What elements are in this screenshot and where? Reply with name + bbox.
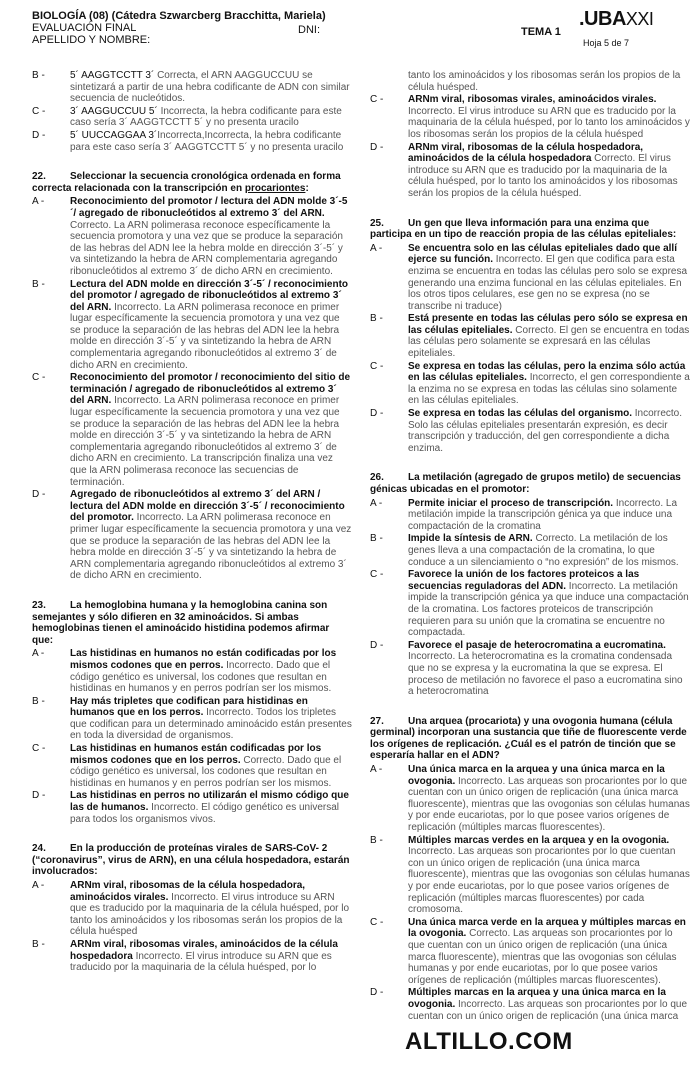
option-b: B - 5´ AAGGTCCTT 3´ Correcta, el ARN AAGGUCCUU se sintetizará a partir de una hebra codificante de ADN con similar secuencia de nucleótidos. <box>32 70 350 105</box>
option-a: A - Reconocimiento del promotor / lectura del ADN molde 3´-5´/ agregado de ribonucleótidos al extremo 3´ del ARN. Correcto. La ARN polimerasa reconoce específicamente la secuencia promotora y una vez que se produce la separación de las hebras del ADN lee la hebra molde en dirección 3´-5´ y va sintetizando la hebra de ARN complementaria agregando ribonucleótidos al extremo 3´ de dicho ARN en crecimiento. <box>32 196 348 277</box>
option-d: D - Se expresa en todas las células del organismo. Incorrecto. Solo las células epiteliales presentarán expresión, es decir transcripción y traducción, del gen correspondiente a dicha enzima. <box>370 408 683 454</box>
question-25 <box>370 218 690 455</box>
option-d: D - Las histidinas en perros no utilizarán el mismo código que las de humanos. Incorrecto. El código genético es universal para todos los organismos vivos. <box>32 790 349 825</box>
question-title: 22. Seleccionar la secuencia cronológica ordenada en forma correcta relacionada con la transcripción en procariontes: <box>32 171 341 194</box>
question-24-continuation <box>370 70 690 200</box>
question-title: 23. La hemoglobina humana y la hemoglobina canina son semejantes y sólo difieren en 32 aminoácidos. Si ambas hemoglobinas tienen el aminoácido histidina podemos afirmar que: <box>32 599 330 646</box>
exam-title: EVALUACIÓN FINAL <box>32 22 137 34</box>
option-a: A - ARNm viral, ribosomas de la célula hospedadora, aminoácidos virales. Incorrecto. El virus introduce su ARN que es traducido por la maquinaria de la célula huésped, por lo tanto los aminoácidos y los ribosomas serán los propios de la célula huésped <box>32 880 350 938</box>
name-field-label: APELLIDO Y NOMBRE: <box>32 34 151 46</box>
dni-label: DNI: <box>298 24 320 36</box>
question-title: 27. Una arquea (procariota) y una ovogonia humana (célula germinal) incorporan una sustancia que tiñe de fluorescente verde los orígenes de replicación. ¿Cuál es el patrón de tinción que se esperaría hallar en el ADN? <box>370 715 687 762</box>
option-c: C - Se expresa en todas las células, pero la enzima sólo actúa en las células epiteliales. Incorrecto, el gen correspondiente a la enzima no se expresa en todas las células sino solamente en las células epiteliales. <box>370 360 690 407</box>
option-d: D - Favorece el pasaje de heterocromatina a eucromatina. Incorrecto. La heterocromatina es la cromatina condensada que no se expresa y la eucromatina la que se expresa. El proceso de metilación no favorece el paso a eucromatina sino a heterocromatina <box>370 639 683 698</box>
question-22 <box>32 171 352 582</box>
page-number: Hoja 5 de 7 <box>583 38 630 48</box>
option-c: C - Las histidinas en humanos están codificadas por los mismos codones que en los perros. Correcto. Dado que el código genético es universal, los codones que resultan en histidinas en humanos y en perros podrían ser los mismos. <box>32 743 342 789</box>
option-b: B - Múltiples marcas verdes en la arquea y en la ovogonia. Incorrecto. Las arqueas son procariontes por lo que cuentan con un único origen de replicación (una única marca fluorescente), mientras que las ovogonias son células humanas y por ende eucariotas, por lo que posee varios orígenes de replicación (múltiples marcas fluorescentes) por cada cromosoma. <box>370 834 690 916</box>
option-b: B - Hay más tripletes que codifican para histidinas en humanos que en los perros. Incorrecto. Todos los tripletes que codifican para un determinado aminoácido están presentes en toda la diversidad de organismos. <box>32 695 352 742</box>
question-21-continuation <box>32 70 352 153</box>
option-a: A - Se encuentra solo en las células epiteliales dado que allí ejerce su función. Incorrecto. El gen que codifica para esta enzima se encuentra en todas las células pero solo se expresa generando una enzima funcional en las células epiteliales. En los otros tipos celulares, ese gen no se expresa (no se transcribe ni traduce) <box>370 242 688 312</box>
question-title: 24. En la producción de proteínas virales de SARS-CoV- 2 (“coronavirus”, virus de ARN), en una célula hospedadora, estarán involucrados: <box>32 843 350 878</box>
option-b: B - Impide la síntesis de ARN. Correcto. La metilación de los genes lleva a una compactación de la cromatina, lo que conduce a un silenciamiento o “no expresión” de los mismos. <box>370 533 679 568</box>
option-a: A - Las histidinas en humanos no están codificadas por los mismos codones que en perros. Incorrecto. Dado que el código genético es universal, los codones que resultan en histidinas en humanos y en perros podrían ser los mismos. <box>32 648 337 695</box>
altillo-watermark: ALTILLO.COM <box>405 1028 573 1055</box>
uba-xxi-logo: .UBAXXI <box>579 8 654 30</box>
course-title: BIOLOGÍA (08) (Cátedra Szwarcberg Bracchitta, Mariela) <box>32 10 326 22</box>
question-26 <box>370 472 690 697</box>
option-c: C - ARNm viral, ribosomas virales, aminoácidos virales. Incorrecto. El virus introduce su ARN que es traducido por la maquinaria de la célula huésped, por lo tanto los aminoácidos y los ribosomas serán los propios de la célula huésped <box>370 94 690 140</box>
option-a: A - Una única marca en la arquea y una única marca en la ovogonia. Incorrecto. Las arqueas son procariontes por lo que cuentan con un único origen de replicación (una única marca fluorescente), mientras que las ovogonias son células humanas y por ende eucariotas, por lo que posee varios orígenes de replicación (múltiples marcas fluorescentes). <box>370 764 690 834</box>
question-24 <box>32 843 352 974</box>
option-c: C - Una única marca verde en la arquea y múltiples marcas en la ovogonia. Correcto. Las arqueas son procariontes por lo que cuentan con un único origen de replicación (una única marca fluorescente), mientras que las ovogonias son células humanas y por ende eucariotas, por lo que posee varios orígenes de replicación (múltiples marcas fluorescentes). <box>370 916 686 986</box>
option-b: B - Lectura del ADN molde en dirección 3´-5´ / reconocimiento del promotor / agregado de ribonucleótidos al extremo 3´ del ARN. Incorrecto. La ARN polimerasa reconoce en primer lugar específicamente la secuencia promotora y una vez que se produce la separación de las hebras del ADN lee la hebra molde en dirección 3´-5´ y va sintetizando la hebra de ARN complementaria agregando ribonucleótidos al extremo 3´ de dicho ARN en crecimiento. <box>32 278 349 371</box>
option-b: B - ARNm viral, ribosomas virales, aminoácidos de la célula hospedadora Incorrecto. El virus introduce su ARN que es traducido por la maquinaria de la célula huésped, por lo <box>32 938 338 974</box>
question-27 <box>370 716 690 1022</box>
question-title: 26. La metilación (agregado de grupos metilo) de secuencias génicas ubicadas en el promotor: <box>370 472 681 495</box>
option-d: D - Agregado de ribonucleótidos al extremo 3´ del ARN / lectura del ADN molde en dirección 3´-5´ / reconocimiento del promotor. Incorrecto. La ARN polimerasa reconoce en primer lugar específicamente la secuencia promotora y una vez que se produce la separación de las hebras del ADN lee la hebra molde en dirección 3´-5´ y va sintetizando la hebra de ARN complementaria agregando ribonucleótidos al extremo 3´ de dicho ARN en crecimiento. <box>32 489 352 582</box>
option-c: C - Reconocimiento del promotor / reconocimiento del sitio de terminación / agregado de ribonucleótidos al extremo 3´ del ARN. Incorrecto. La ARN polimerasa reconoce en primer lugar específicamente la secuencia promotora y una vez que se produce la separación de las hebras del ADN lee la hebra molde en dirección 3´-5´ y va sintetizando la hebra de ARN complementaria agregando ribonucleótidos al extremo 3´ de dicho ARN en crecimiento. La transcripción finaliza una vez que la ARN polimerasa reconoce las secuencias de terminación. <box>32 372 351 488</box>
page-header <box>32 10 672 46</box>
left-column <box>32 70 352 992</box>
option-c: C - 3´ AAGGUCCUU 5´ Incorrecta, la hebra codificante para este caso sería 3´ AAGGTCCTT 5´ y no presenta uracilo <box>32 105 342 129</box>
option-b-continued: tanto los aminoácidos y los ribosomas serán los propios de la célula huésped. <box>408 70 681 93</box>
tema-label: TEMA 1 <box>521 26 561 38</box>
question-23 <box>32 600 352 825</box>
option-d: D - Múltiples marcas en la arquea y una única marca en la ovogonia. Incorrecto. Las arqueas son procariontes por lo que cuentan con un único origen de replicación (una única marca <box>370 987 688 1022</box>
option-b: B - Está presente en todas las células pero sólo se expresa en las células epiteliales. Correcto. El gen se encuentra en todas las células pero solamente se expresará en las células epiteliales. <box>370 313 690 360</box>
option-c: C - Favorece la unión de los factores proteicos a las secuencias reguladoras del ADN. Incorrecto. La metilación impide la transcripción génica ya que induce una compactación de la cromatina. Los factores proteicos de transcripción requieren para su unión que la cromatina se encuentre no compactada. <box>370 569 689 639</box>
right-column <box>370 70 690 1040</box>
option-a: A - Permite iniciar el proceso de transcripción. Incorrecto. La metilación impide la transcripción génica ya que induce una compactación de la cromatina <box>370 497 677 532</box>
question-title: 25. Un gen que lleva información para una enzima que participa en un tipo de reacción propia de las células epiteliales: <box>370 217 677 241</box>
option-d: D - 5´ UUCCAGGAA 3´Incorrecta,Incorrecta, la hebra codificante para este caso sería 3´ AAGGTCCTT 5´ y no presenta uracilo <box>32 129 344 153</box>
option-d: D - ARNm viral, ribosomas de la célula hospedadora, aminoácidos de la célula hospedadora Correcto. El virus introduce su ARN que es traducido por la maquinaria de la célula huésped, por lo tanto los aminoácidos y los ribosomas serán los propios de la célula huésped. <box>370 141 678 199</box>
